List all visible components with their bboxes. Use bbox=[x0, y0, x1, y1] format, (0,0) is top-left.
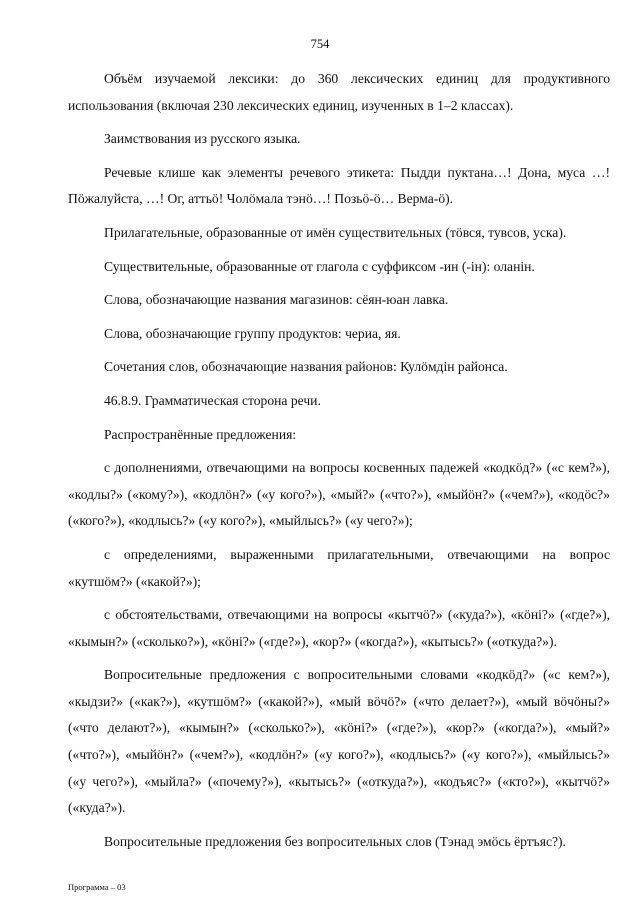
paragraph: Заимствования из русского языка. bbox=[104, 131, 301, 147]
section-heading: 46.8.9. Грамматическая сторона речи. bbox=[104, 392, 321, 408]
paragraph: Прилагательные, образованные от имён существительных (тӧвся, тувсов, уска). bbox=[104, 224, 567, 240]
paragraph: Слова, обозначающие названия магазинов: сёян-юан лавка. bbox=[104, 292, 449, 308]
paragraph: Вопросительные предложения без вопросительных слов (Тэнад эмӧсь ёртъяс?). bbox=[104, 833, 566, 849]
paragraph: Сочетания слов, обозначающие названия районов: Кулӧмдiн районса. bbox=[104, 359, 508, 375]
paragraph: с обстоятельствами, отвечающими на вопросы «кытчӧ?» («куда?»), «кӧнi?» («где?»), «кымын?» («сколько?»), «кӧнi?» («где?»), «кор?» («когда?»), «кытысь?» («откуда?»). bbox=[68, 607, 610, 649]
paragraph: Речевые клише как элементы речевого этикета: Пыдди пуктана…! Дона, муса …! Пӧжалуйста, …! Ог, аттьӧ! Чолӧмала тэнӧ…! Позьӧ-ӧ… Верма-ӧ). bbox=[68, 164, 610, 207]
paragraph: с определениями, выраженными прилагательными, отвечающими на вопрос «кутшӧм?» («какой?»); bbox=[68, 546, 610, 589]
paragraph: Вопросительные предложения с вопросительными словами «кодкӧд?» («с кем?»), «кыдзи?» («как?»), «кутшӧм?» («какой?»), «мый вӧчӧ?» («что делает?»), «мый вӧчӧны?» («что делают?»), «кымын?» («сколько?»), «кӧнi?» («где?»), «кор?» («когда?»), «мый?» («что?»), «мыйӧн?» («чем?»), «кодлӧн?» («у кого?»), «кодлысь?» («у кого?»), «мыйлысь?» («у чего?»), «мыйла?» («почему?»), «кытысь?» («откуда?»), «кодъяс?» («кто?»), «кытчӧ?» («куда?»). bbox=[68, 667, 610, 816]
footer-text: Программа – 03 bbox=[68, 882, 126, 892]
paragraph: Распространённые предложения: bbox=[104, 426, 297, 442]
body-text bbox=[68, 66, 610, 862]
paragraph: с дополнениями, отвечающими на вопросы косвенных падежей «кодкӧд?» («с кем?»), «кодлы?» («кому?»), «кодлӧн?» («у кого?»), «мый?» («что?»), «мыйӧн?» («чем?»), «кодӧс?» («кого?»), «кодлысь?» («у кого?»), «мыйлысь?» («у чего?»); bbox=[68, 460, 610, 529]
paragraph: Слова, обозначающие группу продуктов: чериа, яя. bbox=[104, 325, 401, 341]
paragraph: Существительные, образованные от глагола с суффиксом -ин (-iн): оланiн. bbox=[104, 258, 535, 274]
paragraph: Объём изучаемой лексики: до 360 лексических единиц для продуктивного использования (включая 230 лексических единиц, изученных в 1–2 классах). bbox=[68, 71, 610, 113]
page-number: 754 bbox=[310, 37, 330, 51]
